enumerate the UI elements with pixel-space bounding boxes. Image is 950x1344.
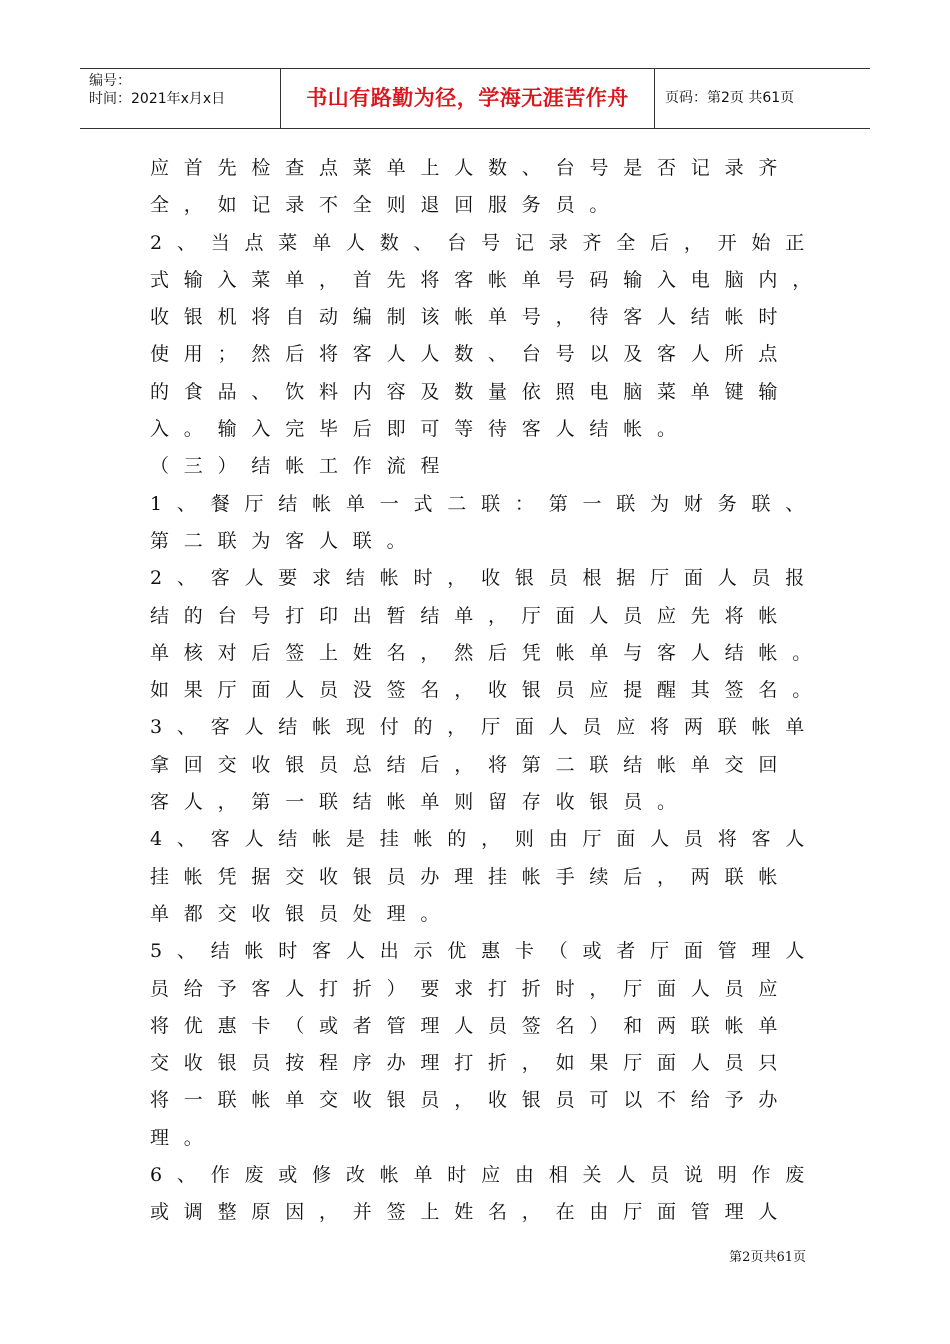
body-line: 客人，第一联结帐单则留存收银员。 <box>150 791 691 814</box>
body-line: 3、客人结帐现付的，厅面人员应将两联帐单 <box>150 716 820 739</box>
body-line: 2、当点菜单人数、台号记录齐全后，开始正 <box>150 231 820 254</box>
page-header <box>80 68 870 129</box>
body-line: 员给予客人打折）要求打折时，厅面人员应 <box>150 977 793 1000</box>
body-line: 挂帐凭据交收银员办理挂帐手续后，两联帐 <box>150 865 793 888</box>
document-time: 时间：2021年x月x日 <box>89 91 226 107</box>
document-number-label: 编号： <box>89 73 131 89</box>
body-line: 如果厅面人员没签名，收银员应提醒其签名。 <box>150 679 827 702</box>
header-motto: 书山有路勤为径，学海无涯苦作舟 <box>281 69 655 128</box>
body-line: 应首先检查点菜单上人数、台号是否记录齐 <box>150 157 793 179</box>
body-line: 将优惠卡（或者管理人员签名）和两联帐单 <box>150 1014 793 1037</box>
body-line: 交收银员按程序办理打折，如果厅面人员只 <box>150 1052 793 1075</box>
body-line: 全，如记录不全则退回服务员。 <box>150 194 624 217</box>
body-line: 单都交收银员处理。 <box>150 902 455 925</box>
header-meta <box>80 69 281 128</box>
page-footer: 第2页共61页 <box>729 1250 806 1265</box>
body-line: 或调整原因，并签上姓名，在由厅面管理人 <box>150 1201 793 1224</box>
body-line: 使用；然后将客人人数、台号以及客人所点 <box>150 343 793 366</box>
body-line: 单核对后签上姓名，然后凭帐单与客人结帐。 <box>150 641 827 664</box>
header-page-number: 页码：第2页 共61页 <box>665 90 795 106</box>
body-line: 5、结帐时客人出示优惠卡（或者厅面管理人 <box>150 940 820 963</box>
body-line: 将一联帐单交收银员，收银员可以不给予办 <box>150 1089 793 1112</box>
body-line: 收银机将自动编制该帐单号，待客人结帐时 <box>150 306 793 329</box>
body-line: 理。 <box>150 1126 218 1149</box>
body-line: 式输入菜单，首先将客帐单号码输入电脑内， <box>150 268 827 291</box>
body-line: 1、餐厅结帐单一式二联：第一联为财务联、 <box>150 492 820 515</box>
body-line: 结的台号打印出暂结单，厅面人员应先将帐 <box>150 604 793 627</box>
body-line: 入。输入完毕后即可等待客人结帐。 <box>150 418 691 441</box>
body-line: 的食品、饮料内容及数量依照电脑菜单键输 <box>150 380 793 403</box>
body-line: 4、客人结帐是挂帐的，则由厅面人员将客人 <box>150 828 820 851</box>
body-line: 6、作废或修改帐单时应由相关人员说明作废 <box>150 1164 820 1187</box>
body-line: 第二联为客人联。 <box>150 529 421 552</box>
section-heading: （三）结帐工作流程 <box>150 455 455 478</box>
body-line: 2、客人要求结帐时，收银员根据厅面人员报 <box>150 567 820 590</box>
document-body <box>150 150 830 1232</box>
body-line: 拿回交收银员总结后，将第二联结帐单交回 <box>150 753 793 776</box>
